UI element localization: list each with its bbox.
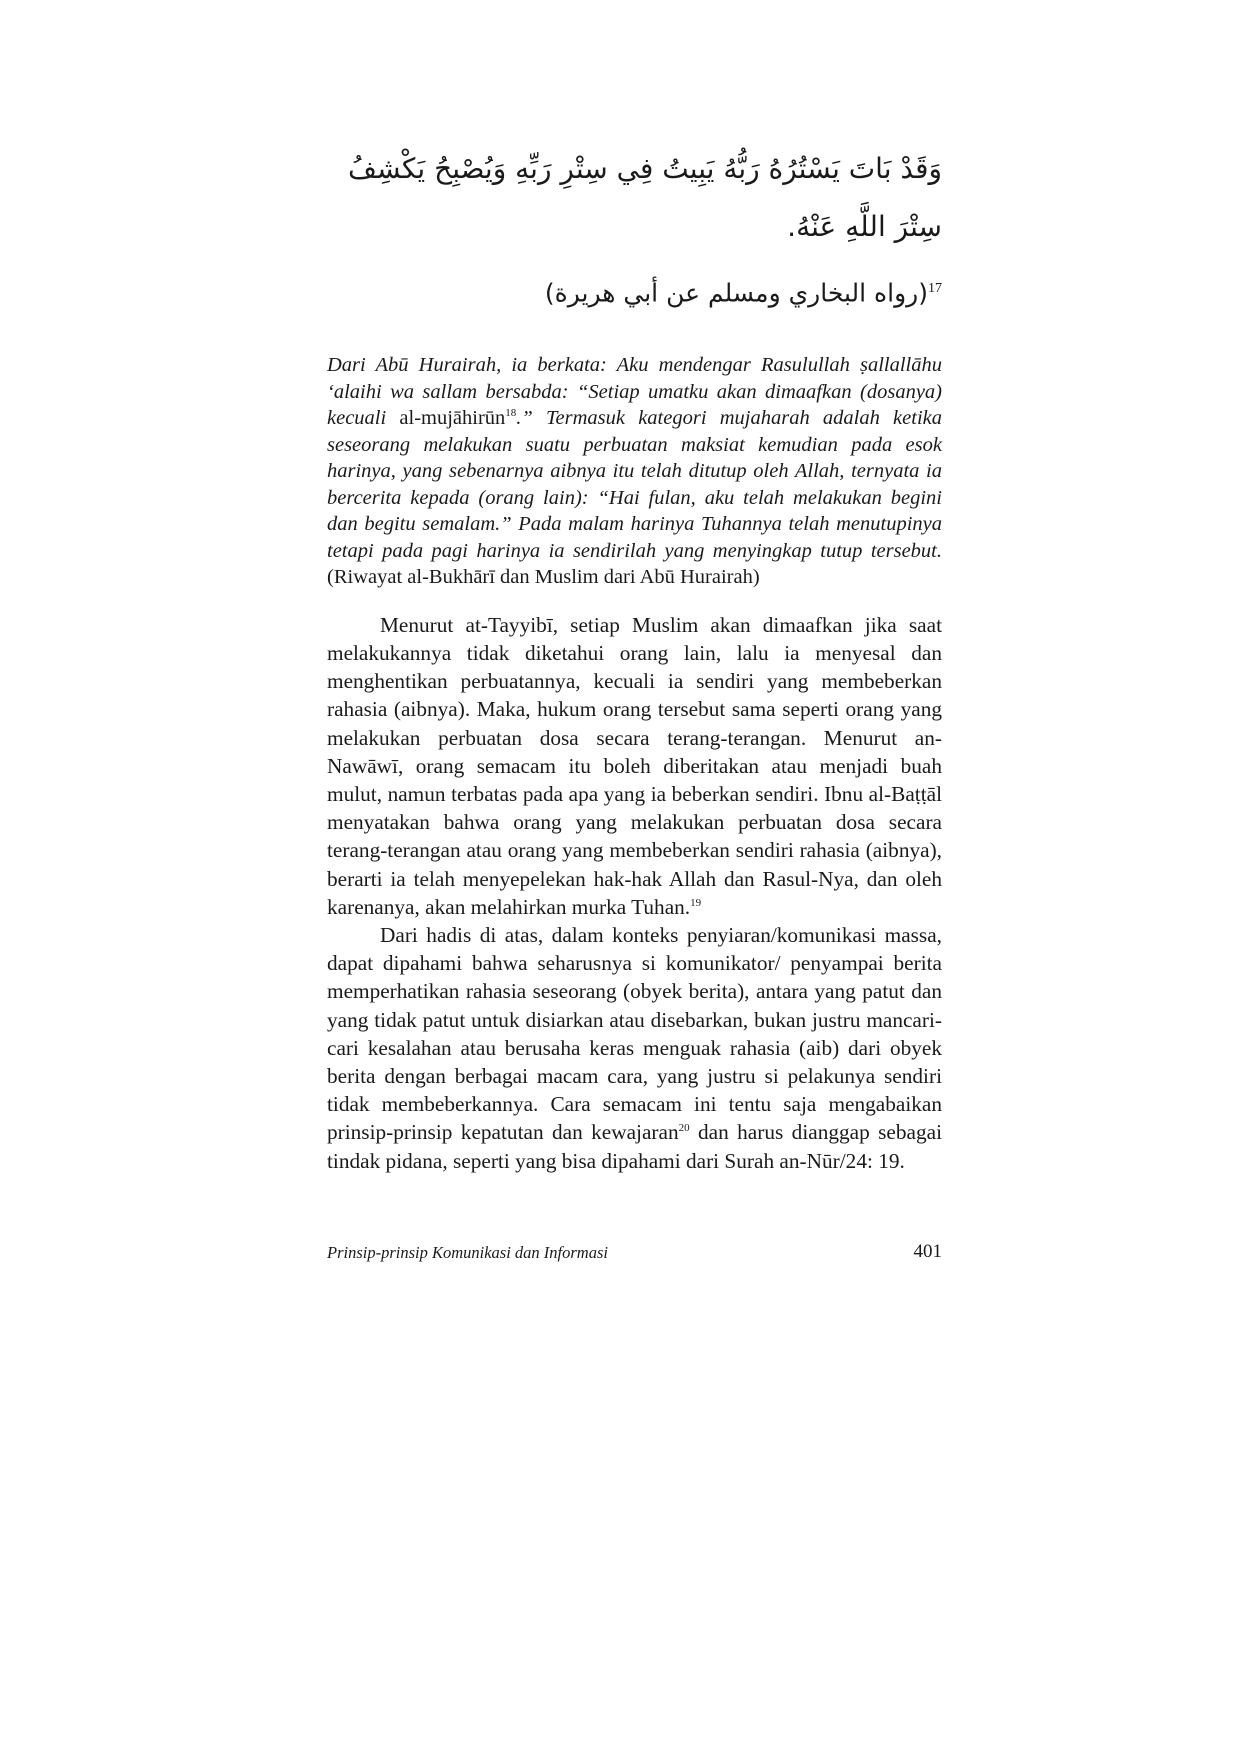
footnote-ref-18: 18 bbox=[505, 407, 517, 420]
page-body bbox=[327, 140, 942, 1175]
translation-italic-1: Dari Abū Hurairah, ia berkata: Aku mendengar Rasulullah ṣallallāhu ‘alaihi wa sallam bersabda: “Setiap umatku akan dimaafkan (dosanya) kecuali bbox=[327, 354, 942, 430]
footnote-ref-19: 19 bbox=[690, 896, 702, 909]
paragraph-2-text-before: Dari hadis di atas, dalam konteks penyiaran/komunikasi massa, dapat dipahami bahwa seharusnya si komunikator/ penyampai berita memperhatikan rahasia seseorang (obyek berita), antara yang patut dan yang tidak patut untuk disiarkan atau disebarkan, bukan justru mancari-cari kesalahan atau berusaha keras menguak rahasia (aib) dari obyek berita dengan berbagai macam cara, yang justru si pelakunya sendiri tidak membeberkannya. Cara semacam ini tentu saja mengabaikan prinsip-prinsip kepatutan dan kewajaran bbox=[327, 923, 942, 1145]
translation-source: (Riwayat al-Bukhārī dan Muslim dari Abū Hurairah) bbox=[327, 566, 760, 589]
arabic-hadith-text: وَقَدْ بَاتَ يَسْتُرُهُ رَبُّهُ يَبِيتُ فِي سِتْرِ رَبِّهِ وَيُصْبِحُ يَكْشِفُ سِتْرَ اللَّهِ عَنْهُ. bbox=[348, 152, 942, 243]
running-title: Prinsip-prinsip Komunikasi dan Informasi bbox=[327, 1243, 608, 1262]
arabic-source-text: (رواه البخاري ومسلم عن أبي هريرة) bbox=[544, 278, 928, 308]
translation-italic-2: .” Termasuk kategori mujaharah adalah ketika seseorang melakukan suatu perbuatan maksiat kemudian pada esok harinya, yang sebenarnya aibnya itu telah ditutup oleh Allah, ternyata ia bercerita kepada (orang lain): “Hai fulan, aku telah melakukan begini dan begitu semalam.” Pada malam harinya Tuhannya telah menutupinya tetapi pada pagi harinya ia sendirilah yang menyingkap tutup tersebut. bbox=[327, 407, 942, 562]
paragraph-1-text: Menurut at-Tayyibī, setiap Muslim akan dimaafkan jika saat melakukannya tidak diketahui orang lain, lalu ia menyesal dan menghentikan perbuatannya, kecuali ia sendiri yang membeberkan rahasia (aibnya). Maka, hukum orang tersebut sama seperti orang yang melakukan perbuatan dosa secara terang-terangan. Menurut an-Nawāwī, orang semacam itu boleh diberitakan atau menjadi buah mulut, namun terbatas pada apa yang ia beberkan sendiri. Ibnu al-Baṭṭāl menyatakan bahwa orang yang melakukan perbuatan dosa secara terang-terangan atau orang yang membeberkan sendiri rahasia (aibnya), berarti ia telah menyepelekan hak-hak Allah dan Rasul-Nya, dan oleh karenanya, akan melahirkan murka Tuhan. bbox=[327, 612, 942, 919]
page-number: 401 bbox=[913, 1241, 942, 1262]
body-paragraph-1 bbox=[327, 611, 942, 921]
page-footer bbox=[327, 1243, 942, 1267]
paragraph-2-text-after: dan harus dianggap sebagai tindak pidana, seperti yang bisa dipahami dari Surah an-Nūr/24: 19. bbox=[327, 1120, 942, 1173]
body-paragraph-2 bbox=[327, 921, 942, 1175]
arabic-hadith-source bbox=[327, 260, 942, 322]
hadith-translation bbox=[327, 352, 942, 591]
translation-term: al-mujāhirūn bbox=[399, 407, 506, 430]
footnote-ref-20: 20 bbox=[678, 1122, 690, 1135]
footnote-ref-17: 17 bbox=[928, 281, 942, 296]
